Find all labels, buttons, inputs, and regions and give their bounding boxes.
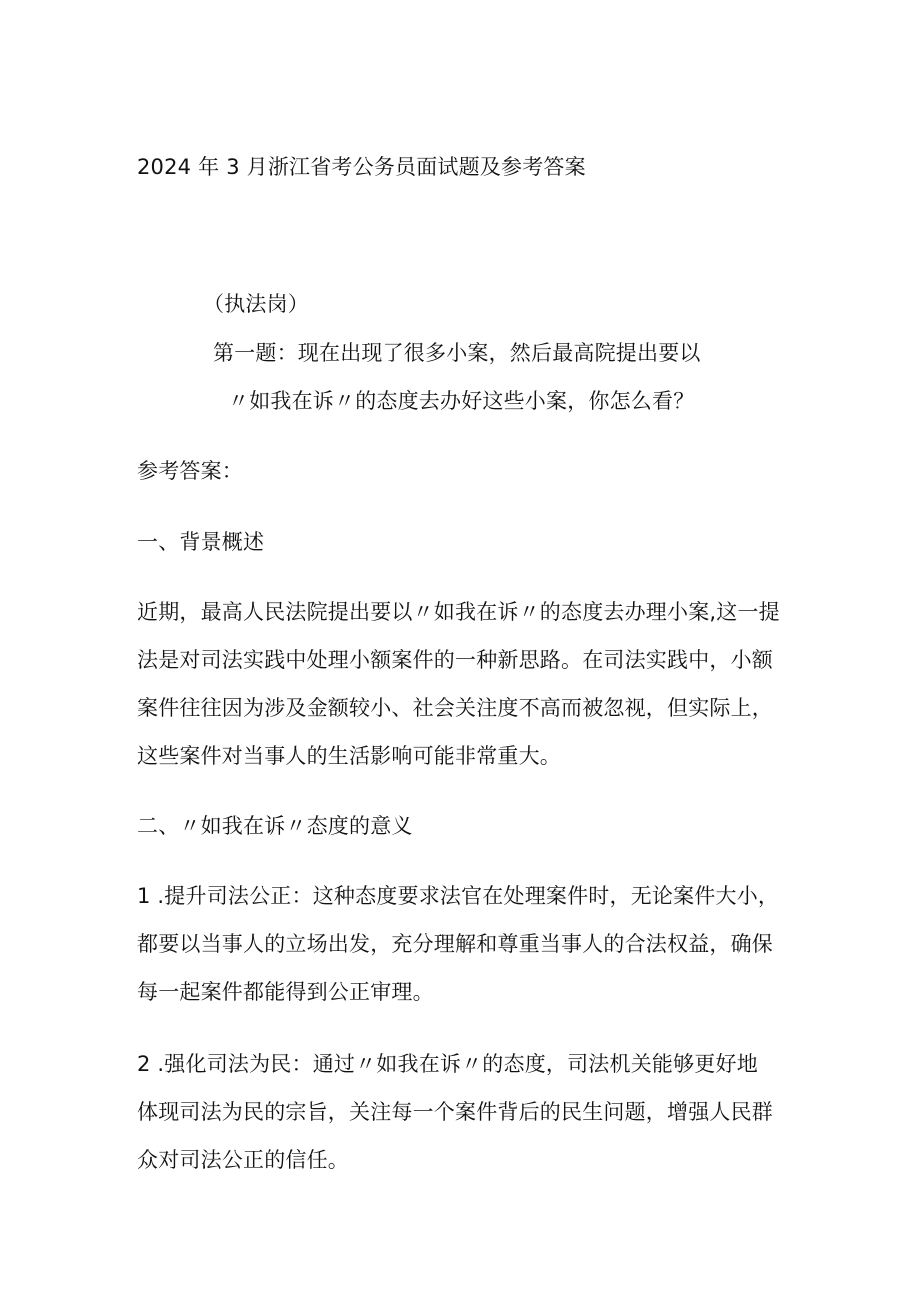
paragraph-line: 1 .提升司法公正：这种态度要求法官在处理案件时，无论案件大小， <box>137 884 780 908</box>
document-title: 2024 年 3 月浙江省考公务员面试题及参考答案 <box>137 155 586 179</box>
paragraph-line: 这些案件对当事人的生活影响可能非常重大。 <box>137 744 561 768</box>
paragraph-line: 近期，最高人民法院提出要以〃如我在诉〃的态度去办理小案,这一提 <box>137 600 780 624</box>
paragraph-line: 都要以当事人的立场出发，充分理解和尊重当事人的合法权益，确保 <box>137 932 773 956</box>
paragraph-line: 体现司法为民的宗旨，关注每一个案件背后的民生问题，增强人民群 <box>137 1100 773 1124</box>
point-2-paragraph <box>137 1040 817 1184</box>
section-heading-significance: 二、〃如我在诉〃态度的意义 <box>137 814 413 838</box>
paragraph-line: 2 .强化司法为民：通过〃如我在诉〃的态度，司法机关能够更好地 <box>137 1052 758 1076</box>
post-label: （执法岗） <box>203 292 309 316</box>
paragraph-line: 每一起案件都能得到公正审理。 <box>137 980 434 1004</box>
question-line-1: 第一题：现在出现了很多小案，然后最高院提出要以 <box>213 341 701 365</box>
question-line-2: 〃如我在诉〃的态度去办好这些小案，你怎么看？ <box>228 389 695 413</box>
paragraph-line: 案件往往因为涉及金额较小、社会关注度不高而被忽视，但实际上， <box>137 696 773 720</box>
section-heading-background: 一、背景概述 <box>137 530 265 554</box>
paragraph-line: 众对司法公正的信任。 <box>137 1148 349 1172</box>
point-1-paragraph <box>137 872 817 1016</box>
background-paragraph <box>137 588 817 780</box>
paragraph-line: 法是对司法实践中处理小额案件的一种新思路。在司法实践中，小额 <box>137 648 773 672</box>
answer-label: 参考答案： <box>137 459 243 483</box>
